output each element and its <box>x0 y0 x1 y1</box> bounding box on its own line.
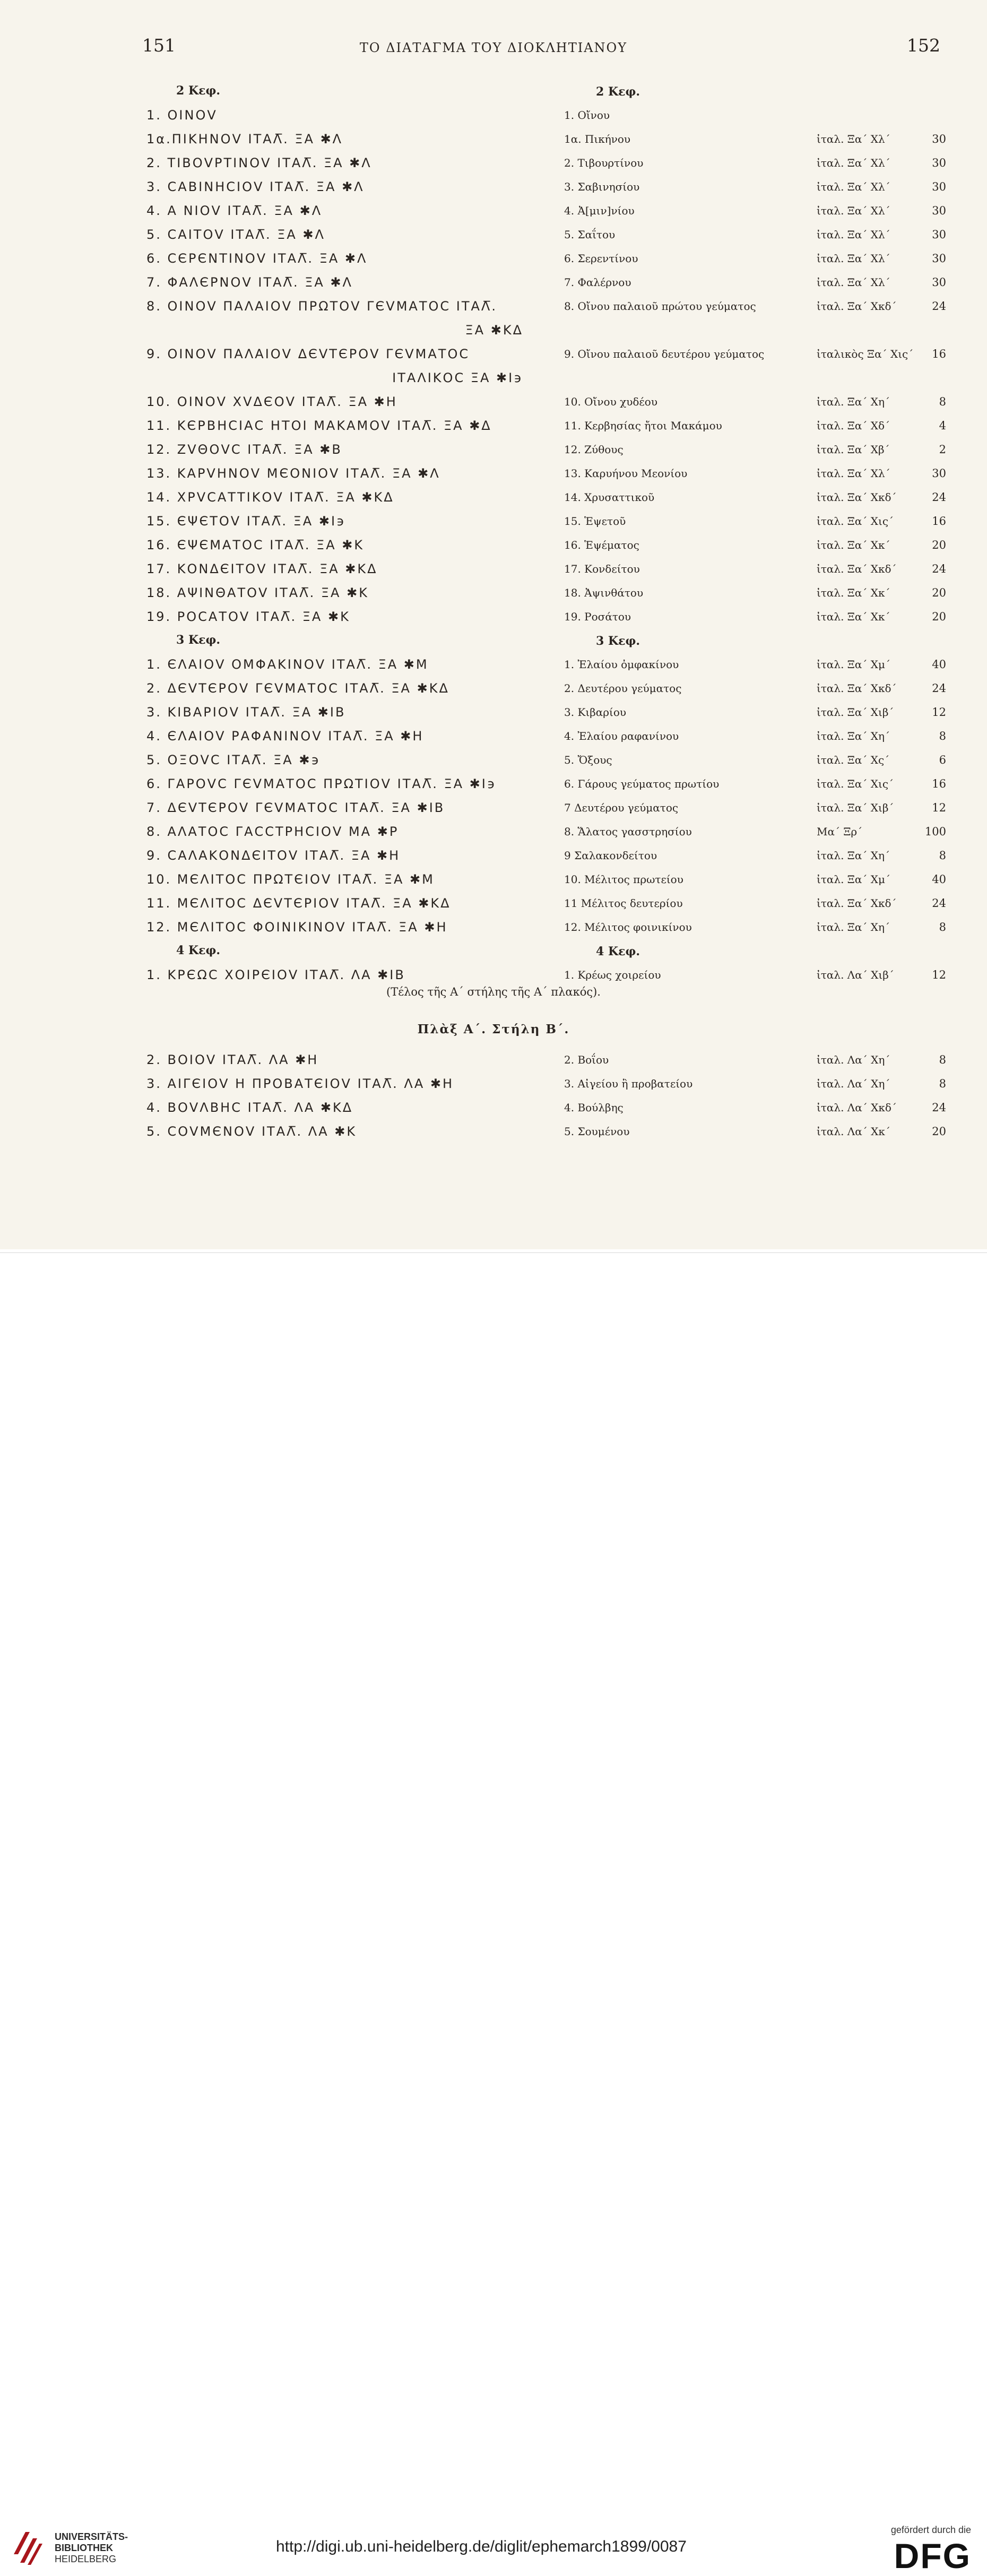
commodity-name: 7 Δευτέρου γεύματος <box>564 801 679 814</box>
inscription-line <box>141 1048 523 1072</box>
transcription-line <box>564 1096 946 1120</box>
inscription-text: 2. ΒΟΙΟV ΙΤΑΛ̅. ΛΑ ✱Η <box>146 1052 319 1067</box>
measure-unit: ἰταλ. Ξα΄ Χμ΄ <box>817 658 890 671</box>
transcription-line <box>564 318 946 342</box>
inscription-text: 16. ЄΨЄΜΑΤΟC ΙΤΑΛ̅. ΞΑ ✱Κ <box>146 538 365 552</box>
transcription-line <box>564 748 946 772</box>
measure-unit: ἰταλ. Ξα΄ Χιβ΄ <box>817 706 894 719</box>
inscription-line <box>141 509 523 533</box>
page-number-right: 152 <box>907 35 940 56</box>
inscription-text: 6. ΓΑΡΟVC ΓЄVΜΑΤΟC ΠΡΩΤΙΟV ΙΤΑΛ̅. ΞΑ ✱Ι϶ <box>146 776 497 791</box>
price-value: 8 <box>939 921 946 933</box>
measure-unit: ἰταλ. Ξα΄ Χις΄ <box>817 777 894 790</box>
commodity-name: 9. Οἴνου παλαιοῦ δευτέρου γεύματος <box>564 348 765 360</box>
measure-unit: ἰταλ. Ξα΄ Χιβ΄ <box>817 801 894 814</box>
inscription-text: 12. ΜЄΛΙΤΟC ΦΟΙΝΙΚΙΝΟV ΙΤΑΛ̅. ΞΑ ✱Η <box>146 920 448 935</box>
price-value: 8 <box>939 395 946 408</box>
transcription-line <box>564 939 946 963</box>
inscription-line <box>141 199 523 223</box>
commodity-name: 15. Ἑψετοῦ <box>564 515 626 528</box>
inscription-text: 2. ΤΙΒΟVΡΤΙΝΟV ΙΤΑΛ̅. ΞΑ ✱Λ <box>146 155 372 170</box>
measure-unit: ἰταλ. Ξα΄ Χη΄ <box>817 395 890 408</box>
price-value: 16 <box>932 777 946 790</box>
chapter-heading: 2 Κεφ. <box>596 85 640 99</box>
inscription-column-2 <box>141 1048 523 1144</box>
page-number-left: 151 <box>142 35 176 56</box>
inscription-text: 5. CΟVΜЄΝΟV ΙΤΑΛ̅. ΛΑ ✱Κ <box>146 1124 357 1139</box>
inscription-text: ΙΤΑΛΙΚΟC ΞΑ ✱Ι϶ <box>392 370 523 385</box>
measure-unit: ἰταλ. Ξα΄ Χκ΄ <box>817 539 890 551</box>
transcription-line <box>564 247 946 271</box>
inscription-line <box>141 772 523 796</box>
price-value: 30 <box>932 252 946 265</box>
inscription-line <box>141 103 523 127</box>
commodity-name: 4. Βούλβης <box>564 1101 624 1114</box>
inscription-text: 2. ΔЄVΤЄΡΟV ΓЄVΜΑΤΟC ΙΤΑΛ̅. ΞΑ ✱ΚΔ <box>146 681 449 696</box>
price-value: 30 <box>932 133 946 145</box>
inscription-line <box>141 820 523 844</box>
transcription-line <box>564 342 946 366</box>
price-value: 30 <box>932 467 946 480</box>
commodity-name: 1. Οἴνου <box>564 109 610 122</box>
transcription-line <box>564 1120 946 1144</box>
commodity-name: 5. Σαΐτου <box>564 228 616 241</box>
commodity-name: 8. Ἅλατος γασστρησίου <box>564 825 692 838</box>
inscription-text: 18. ΑΨΙΝΘΑΤΟV ΙΤΑΛ̅. ΞΑ ✱Κ <box>146 585 369 600</box>
transcription-line <box>564 509 946 533</box>
price-value: 24 <box>932 1101 946 1114</box>
inscription-text: 3. ΑΙΓЄΙΟV Η ΠΡΟΒΑΤЄΙΟV ΙΤΑΛ̅. ΛΑ ✱Η <box>146 1076 454 1091</box>
commodity-name: 3. Σαβινησίου <box>564 180 640 193</box>
transcription-line <box>564 462 946 486</box>
transcription-column <box>564 80 946 987</box>
inscription-column <box>141 80 523 987</box>
measure-unit: ἰταλ. Ξα΄ Χμ΄ <box>817 873 890 886</box>
transcription-line <box>564 533 946 557</box>
measure-unit: ἰταλ. Λα΄ Χη΄ <box>817 1053 890 1066</box>
commodity-name: 8. Οἴνου παλαιοῦ πρώτου γεύματος <box>564 300 756 313</box>
inscription-text: 13. ΚΑΡVΗΝΟV ΜЄΟΝΙΟV ΙΤΑΛ̅. ΞΑ ✱Λ <box>146 466 440 481</box>
measure-unit: ἰταλ. Ξα΄ Χδ΄ <box>817 419 890 432</box>
chapter-heading: 3 Κεφ. <box>596 634 640 648</box>
dfg-logo-icon: DFG <box>894 2536 971 2575</box>
inscription-line <box>141 557 523 581</box>
commodity-name: 5. Ὄξους <box>564 754 612 766</box>
library-name <box>55 2531 128 2565</box>
funder-label: gefördert durch die <box>890 2525 971 2535</box>
chapter-heading: 3 Κεφ. <box>176 633 221 647</box>
inscription-text: 12. ΖVΘΟVC ΙΤΑΛ̅. ΞΑ ✱Β <box>146 442 342 457</box>
price-value: 24 <box>932 563 946 575</box>
transcription-line <box>564 1048 946 1072</box>
measure-unit: ἰταλ. Ξα΄ Χκδ΄ <box>817 300 897 313</box>
commodity-name: 11. Κερβησίας ἤτοι Μακάμου <box>564 419 722 432</box>
transcription-line <box>564 629 946 653</box>
commodity-name: 1. Κρέως χοιρείου <box>564 969 661 981</box>
price-value: 12 <box>932 969 946 981</box>
inscription-line <box>141 151 523 175</box>
inscription-line <box>141 223 523 247</box>
price-value: 8 <box>939 730 946 742</box>
transcription-line <box>564 820 946 844</box>
transcription-line <box>564 366 946 390</box>
transcription-line <box>564 844 946 868</box>
transcription-line <box>564 963 946 987</box>
measure-unit: ἰταλ. Ξα΄ Χβ΄ <box>817 443 890 456</box>
transcription-line <box>564 868 946 892</box>
price-value: 30 <box>932 276 946 289</box>
inscription-line <box>141 438 523 462</box>
transcription-line <box>564 892 946 915</box>
inscription-text: 3. ΚΙΒΑΡΙΟV ΙΤΑΛ̅. ΞΑ ✱ΙΒ <box>146 705 346 720</box>
measure-unit: ἰταλ. Ξα΄ Χλ΄ <box>817 133 890 145</box>
inscription-text: 4. ЄΛΑΙΟV ΡΑΦΑΝΙΝΟV ΙΤΑΛ̅. ΞΑ ✱Η <box>146 729 424 744</box>
inscription-line <box>141 939 523 963</box>
inscription-line <box>141 677 523 701</box>
transcription-line <box>564 605 946 629</box>
inscription-line <box>141 247 523 271</box>
transcription-line <box>564 103 946 127</box>
inscription-text: 3. CΑΒΙΝΗCΙΟV ΙΤΑΛ̅. ΞΑ ✱Λ <box>146 179 365 194</box>
measure-unit: ἰταλ. Λα΄ Χκδ΄ <box>817 1101 897 1114</box>
price-value: 30 <box>932 228 946 241</box>
measure-unit: ἰταλ. Ξα΄ Χλ΄ <box>817 276 890 289</box>
library-name-line2: BIBLIOTHEK <box>55 2543 113 2553</box>
inscription-line <box>141 175 523 199</box>
inscription-text: 11. ΜЄΛΙΤΟC ΔЄVΤЄΡΙΟV ΙΤΑΛ̅. ΞΑ ✱ΚΔ <box>146 896 451 911</box>
price-value: 30 <box>932 157 946 169</box>
price-value: 24 <box>932 491 946 504</box>
inscription-text: 4. Α ΝΙΟV ΙΤΑΛ̅. ΞΑ ✱Λ <box>146 203 323 218</box>
price-value: 20 <box>932 1125 946 1138</box>
running-title: ΤΟ ΔΙΑΤΑΓΜΑ ΤΟΥ ΔΙΟΚΛΗΤΙΑΝΟΥ <box>359 40 628 55</box>
measure-unit: ἰταλ. Ξα΄ Χκδ΄ <box>817 897 897 910</box>
measure-unit: ἰταλ. Ξα΄ Χλ΄ <box>817 467 890 480</box>
price-value: 40 <box>932 658 946 671</box>
measure-unit: ἰταλ. Ξα΄ Χλ΄ <box>817 252 890 265</box>
price-value: 24 <box>932 897 946 910</box>
inscription-text: 4. ΒΟVΛΒΗC ΙΤΑΛ̅. ΛΑ ✱ΚΔ <box>146 1100 353 1115</box>
commodity-name: 13. Καρυήνου Μεονίου <box>564 467 688 480</box>
transcription-line <box>564 581 946 605</box>
price-value: 40 <box>932 873 946 886</box>
inscription-line <box>141 724 523 748</box>
measure-unit: ἰταλ. Ξα΄ Χκδ΄ <box>817 563 897 575</box>
inscription-text: 19. ΡΟCΑΤΟV ΙΤΑΛ̅. ΞΑ ✱Κ <box>146 609 350 624</box>
inscription-text: 5. CΑΙΤΟV ΙΤΑΛ̅. ΞΑ ✱Λ <box>146 227 325 242</box>
commodity-name: 10. Οἴνου χυδέου <box>564 395 657 408</box>
transcription-line <box>564 175 946 199</box>
price-value: 24 <box>932 300 946 313</box>
commodity-name: 5. Σουμένου <box>564 1125 630 1138</box>
inscription-line <box>141 127 523 151</box>
library-name-line3: HEIDELBERG <box>55 2554 117 2564</box>
price-value: 20 <box>932 539 946 551</box>
commodity-name: 3. Κιβαρίου <box>564 706 627 719</box>
inscription-text: 6. CЄΡЄΝΤΙΝΟV ΙΤΑΛ̅. ΞΑ ✱Λ <box>146 251 368 266</box>
commodity-name: 7. Φαλέρνου <box>564 276 631 289</box>
inscription-line <box>141 295 523 318</box>
inscription-line <box>141 796 523 820</box>
viewer-footer <box>0 1252 987 2575</box>
transcription-line <box>564 557 946 581</box>
inscription-text: 1. ΚΡЄΩC ΧΟΙΡЄΙΟV ΙΤΑΛ̅. ΛΑ ✱ΙΒ <box>146 967 405 982</box>
measure-unit: ἰταλ. Ξα΄ Χη΄ <box>817 730 890 742</box>
transcription-line <box>564 796 946 820</box>
commodity-name: 14. Χρυσαττικοῦ <box>564 491 655 504</box>
commodity-name: 18. Ἀψινθάτου <box>564 586 644 599</box>
inscription-line <box>141 271 523 295</box>
inscription-line <box>141 366 523 390</box>
commodity-name: 6. Γάρους γεύματος πρωτίου <box>564 777 720 790</box>
inscription-line <box>141 1096 523 1120</box>
commodity-name: 1α. Πικήνου <box>564 133 631 145</box>
inscription-text: 7. ΦΑΛЄΡΝΟV ΙΤΑΛ̅. ΞΑ ✱Λ <box>146 275 353 290</box>
transcription-line <box>564 223 946 247</box>
commodity-name: 16. Ἑψέματος <box>564 539 639 551</box>
transcription-line <box>564 772 946 796</box>
inscription-line <box>141 653 523 677</box>
price-value: 30 <box>932 204 946 217</box>
inscription-line <box>141 390 523 414</box>
measure-unit: ἰταλ. Ξα΄ Χκδ΄ <box>817 682 897 695</box>
inscription-text: 1α.ΠΙΚΗΝΟV ΙΤΑΛ̅. ΞΑ ✱Λ <box>146 132 343 146</box>
inscription-text: 5. ΟΞΟVC ΙΤΑΛ̅. ΞΑ ✱϶ <box>146 753 321 767</box>
transcription-line <box>564 677 946 701</box>
end-note: (Τέλος τῆς Α΄ στήλης τῆς Α΄ πλακός). <box>386 986 601 998</box>
inscription-text: 17. ΚΟΝΔЄΙΤΟV ΙΤΑΛ̅. ΞΑ ✱ΚΔ <box>146 561 378 576</box>
transcription-line <box>564 80 946 103</box>
measure-unit: ἰταλ. Ξα΄ Χκ΄ <box>817 586 890 599</box>
commodity-name: 12. Ζύθους <box>564 443 624 456</box>
measure-unit: ἰταλ. Ξα΄ Χλ΄ <box>817 204 890 217</box>
inscription-line <box>141 701 523 724</box>
inscription-line <box>141 868 523 892</box>
inscription-line <box>141 1072 523 1096</box>
inscription-text: 9. ΟΙΝΟV ΠΑΛΑΙΟV ΔЄVΤЄΡΟV ΓЄVΜΑΤΟC <box>146 347 470 361</box>
inscription-text: 8. ΑΛΑΤΟC ΓΑCCΤΡΗCΙΟV ΜΑ ✱Ρ <box>146 824 399 839</box>
commodity-name: 1. Ἐλαίου ὀμφακίνου <box>564 658 679 671</box>
price-value: 12 <box>932 706 946 719</box>
price-value: 4 <box>939 419 946 432</box>
measure-unit: ἰταλ. Ξα΄ Χη΄ <box>817 849 890 862</box>
price-value: 16 <box>932 515 946 528</box>
inscription-line <box>141 533 523 557</box>
transcription-line <box>564 414 946 438</box>
inscription-line <box>141 748 523 772</box>
price-value: 12 <box>932 801 946 814</box>
price-value: 8 <box>939 1053 946 1066</box>
measure-unit: ἰταλ. Ξα΄ Χκ΄ <box>817 610 890 623</box>
university-library-logo-icon <box>10 2528 47 2568</box>
chapter-heading: 2 Κεφ. <box>176 84 221 98</box>
plate-heading: Πλὰξ Α΄. Στήλη Β΄. <box>417 1022 570 1036</box>
inscription-line <box>141 1120 523 1144</box>
measure-unit: ἰταλ. Ξα΄ Χλ΄ <box>817 180 890 193</box>
measure-unit: Μα΄ Ξρ΄ <box>817 825 863 838</box>
commodity-name: 12. Μέλιτος φοινικίνου <box>564 921 692 933</box>
inscription-line <box>141 581 523 605</box>
inscription-line <box>141 318 523 342</box>
commodity-name: 2. Βοΐου <box>564 1053 609 1066</box>
price-value: 8 <box>939 849 946 862</box>
transcription-line <box>564 199 946 223</box>
measure-unit: ἰταλ. Ξα΄ Χλ΄ <box>817 228 890 241</box>
measure-unit: ἰταλ. Ξα΄ Χκδ΄ <box>817 491 897 504</box>
inscription-line <box>141 892 523 915</box>
inscription-text: 1. ЄΛΑΙΟV ΟΜΦΑΚΙΝΟV ΙΤΑΛ̅. ΞΑ ✱Μ <box>146 657 429 672</box>
price-value: 16 <box>932 348 946 360</box>
commodity-name: 2. Τιβουρτίνου <box>564 157 644 169</box>
price-value: 8 <box>939 1077 946 1090</box>
inscription-text: 8. ΟΙΝΟV ΠΑΛΑΙΟV ΠΡΩΤΟV ΓЄVΜΑΤΟC ΙΤΑΛ̅. <box>146 299 497 314</box>
measure-unit: ἰταλ. Λα΄ Χκ΄ <box>817 1125 890 1138</box>
transcription-line <box>564 915 946 939</box>
transcription-line <box>564 653 946 677</box>
measure-unit: ἰταλικὸς Ξα΄ Χις΄ <box>817 348 914 360</box>
chapter-heading: 4 Κεφ. <box>596 945 640 958</box>
commodity-name: 19. Ροσάτου <box>564 610 631 623</box>
measure-unit: ἰταλ. Ξα΄ Χλ΄ <box>817 157 890 169</box>
scanned-page <box>0 0 987 1249</box>
inscription-line <box>141 414 523 438</box>
inscription-text: 9. CΑΛΑΚΟΝΔЄΙΤΟV ΙΤΑΛ̅. ΞΑ ✱Η <box>146 848 401 863</box>
transcription-line <box>564 1072 946 1096</box>
chapter-heading: 4 Κεφ. <box>176 944 221 957</box>
permalink-url[interactable]: http://digi.ub.uni-heidelberg.de/diglit/ephemarch1899/0087 <box>276 2538 687 2555</box>
transcription-line <box>564 724 946 748</box>
commodity-name: 10. Μέλιτος πρωτείου <box>564 873 683 886</box>
inscription-text: ΞΑ ✱ΚΔ <box>465 323 523 338</box>
inscription-line <box>141 605 523 629</box>
inscription-text: 10. ΟΙΝΟV ΧVΔЄΟV ΙΤΑΛ̅. ΞΑ ✱Η <box>146 394 397 409</box>
inscription-line <box>141 342 523 366</box>
measure-unit: ἰταλ. Λα΄ Χιβ΄ <box>817 969 894 981</box>
inscription-text: 11. ΚЄΡΒΗCΙΑC ΗΤΟΙ ΜΑΚΑΜΟV ΙΤΑΛ̅. ΞΑ ✱Δ <box>146 418 492 433</box>
transcription-line <box>564 701 946 724</box>
commodity-name: 6. Σερεντίνου <box>564 252 638 265</box>
inscription-text: 10. ΜЄΛΙΤΟC ΠΡΩΤЄΙΟV ΙΤΑΛ̅. ΞΑ ✱Μ <box>146 872 435 887</box>
price-value: 6 <box>939 754 946 766</box>
inscription-line <box>141 462 523 486</box>
measure-unit: ἰταλ. Ξα΄ Χς΄ <box>817 754 890 766</box>
commodity-name: 3. Αἰγείου ἢ προβατείου <box>564 1077 693 1090</box>
inscription-text: 15. ЄΨЄΤΟV ΙΤΑΛ̅. ΞΑ ✱Ι϶ <box>146 514 346 529</box>
funder-block <box>865 2525 971 2576</box>
price-value: 20 <box>932 586 946 599</box>
commodity-name: 4. Ἀ[μιν]νίου <box>564 204 635 217</box>
transcription-line <box>564 486 946 509</box>
inscription-line <box>141 915 523 939</box>
inscription-line <box>141 486 523 509</box>
measure-unit: ἰταλ. Ξα΄ Χις΄ <box>817 515 894 528</box>
commodity-name: 4. Ἐλαίου ραφανίνου <box>564 730 679 742</box>
measure-unit: ἰταλ. Λα΄ Χη΄ <box>817 1077 890 1090</box>
commodity-name: 9 Σαλακονδείτου <box>564 849 657 862</box>
transcription-line <box>564 151 946 175</box>
inscription-line <box>141 80 523 103</box>
transcription-column-2 <box>564 1048 946 1144</box>
inscription-line <box>141 844 523 868</box>
price-value: 100 <box>924 825 946 838</box>
inscription-line <box>141 629 523 653</box>
transcription-line <box>564 438 946 462</box>
inscription-text: 1. ΟΙΝΟV <box>146 108 218 123</box>
transcription-line <box>564 271 946 295</box>
inscription-text: 7. ΔЄVΤЄΡΟV ΓЄVΜΑΤΟC ΙΤΑΛ̅. ΞΑ ✱ΙΒ <box>146 800 445 815</box>
transcription-line <box>564 127 946 151</box>
inscription-text: 14. ΧΡVCΑΤΤΙΚΟV ΙΤΑΛ̅. ΞΑ ✱ΚΔ <box>146 490 394 505</box>
commodity-name: 17. Κονδείτου <box>564 563 640 575</box>
price-value: 20 <box>932 610 946 623</box>
commodity-name: 11 Μέλιτος δευτερίου <box>564 897 683 910</box>
commodity-name: 2. Δευτέρου γεύματος <box>564 682 682 695</box>
transcription-line <box>564 390 946 414</box>
measure-unit: ἰταλ. Ξα΄ Χη΄ <box>817 921 890 933</box>
inscription-line <box>141 963 523 987</box>
library-name-line1: UNIVERSITÄTS- <box>55 2531 128 2542</box>
price-value: 30 <box>932 180 946 193</box>
price-value: 24 <box>932 682 946 695</box>
transcription-line <box>564 295 946 318</box>
price-value: 2 <box>939 443 946 456</box>
